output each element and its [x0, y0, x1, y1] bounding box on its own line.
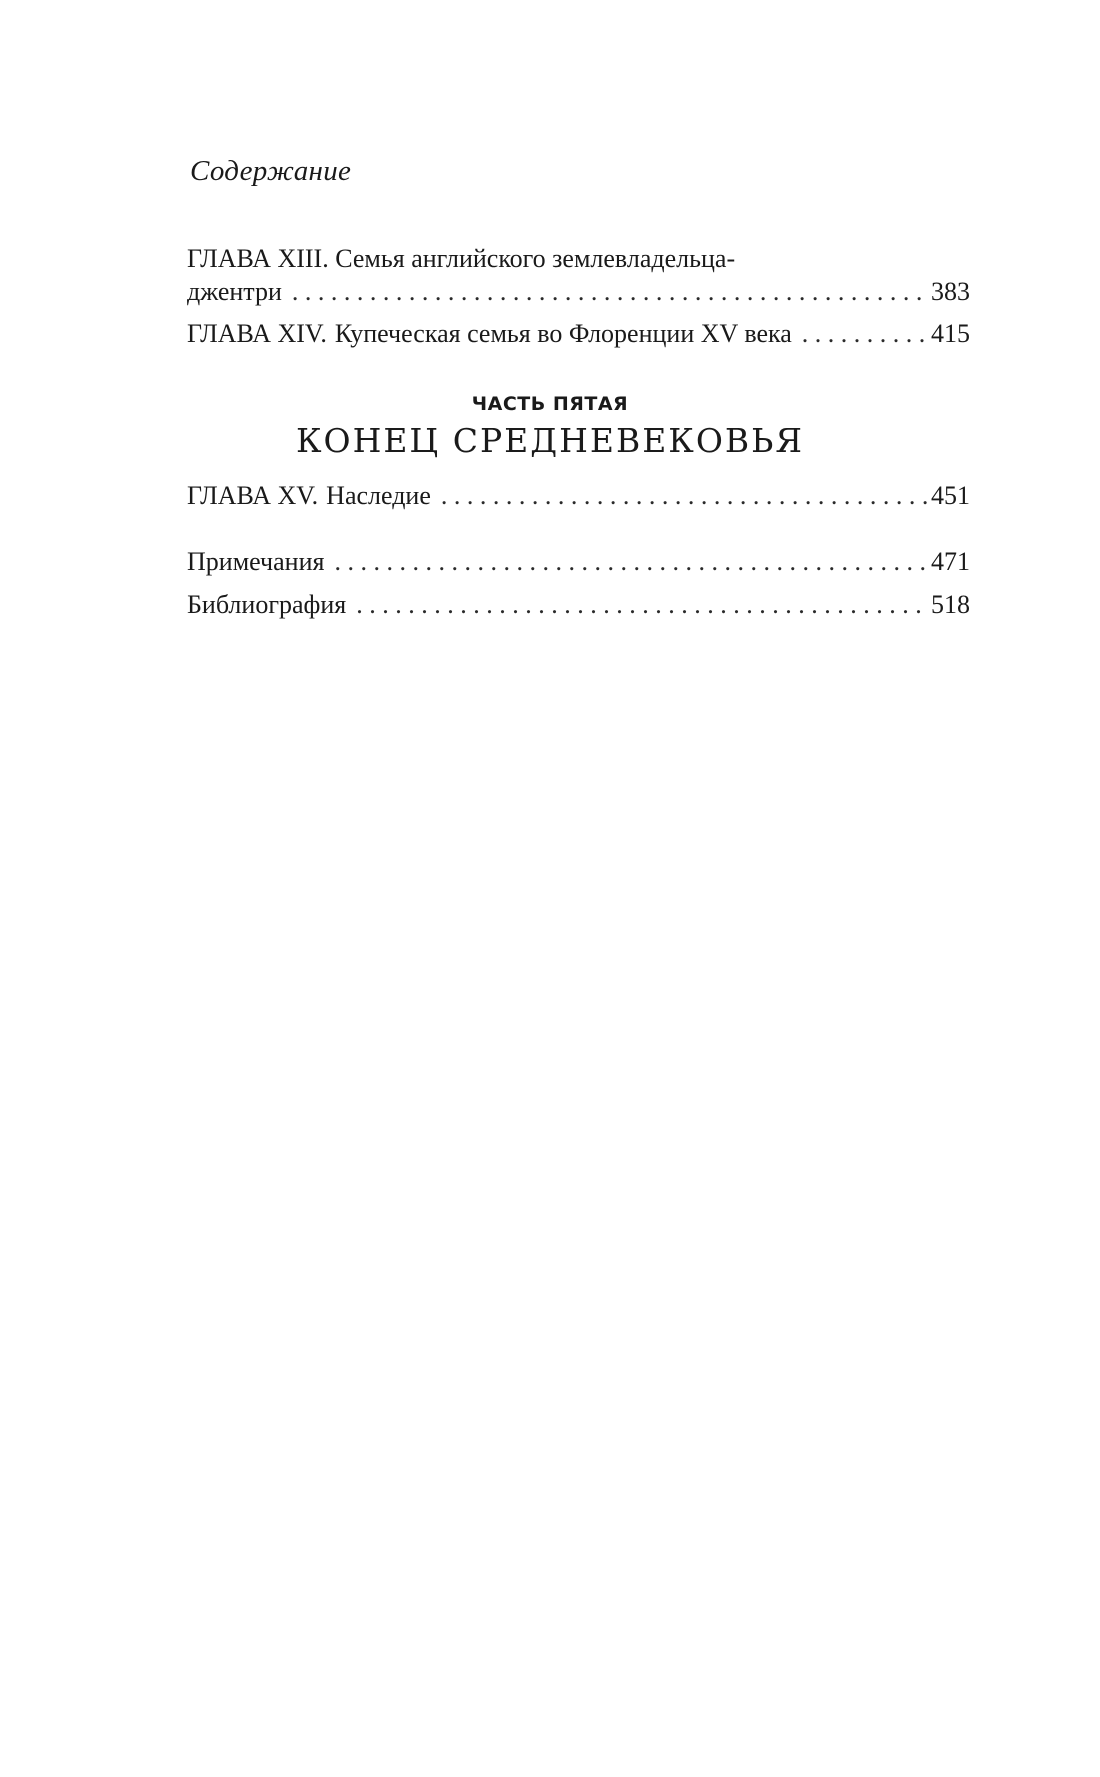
entry-title: Примечания [187, 547, 325, 576]
chapter-heading [187, 318, 792, 350]
toc-entry-13-line1 [187, 243, 735, 275]
chapter-title: Семья английского землевладельца- [335, 244, 736, 273]
chapter-title: Наследие [326, 481, 431, 510]
dot-leader [356, 589, 927, 621]
chapter-title-continued: джентри [187, 277, 282, 306]
toc-entry-13-line2[interactable] [187, 276, 970, 308]
toc-entry-bibliography[interactable] [187, 589, 970, 621]
dot-leader [441, 480, 927, 512]
running-head: Содержание [190, 155, 352, 187]
page-number: 471 [931, 547, 970, 576]
chapter-label: ГЛАВА XIII. [187, 244, 329, 273]
part-title: КОНЕЦ СРЕДНЕВЕКОВЬЯ [295, 421, 805, 460]
toc-entry-14[interactable] [187, 318, 970, 350]
page-number: 518 [931, 590, 970, 619]
page-number: 451 [931, 481, 970, 510]
page-number: 415 [931, 319, 970, 348]
chapter-heading [187, 480, 431, 512]
dot-leader [802, 318, 927, 350]
chapter-label: ГЛАВА XV. [187, 481, 319, 510]
toc-entry-15[interactable] [187, 480, 970, 512]
chapter-label: ГЛАВА XIV. [187, 319, 327, 348]
toc-entry-notes[interactable] [187, 546, 970, 578]
entry-title: Библиография [187, 590, 347, 619]
page-number: 383 [931, 277, 970, 306]
chapter-title: Купеческая семья во Флоренции XV века [334, 319, 792, 348]
dot-leader [292, 276, 927, 308]
dot-leader [334, 546, 927, 578]
part-label: ЧАСТЬ ПЯТАЯ [471, 393, 629, 415]
